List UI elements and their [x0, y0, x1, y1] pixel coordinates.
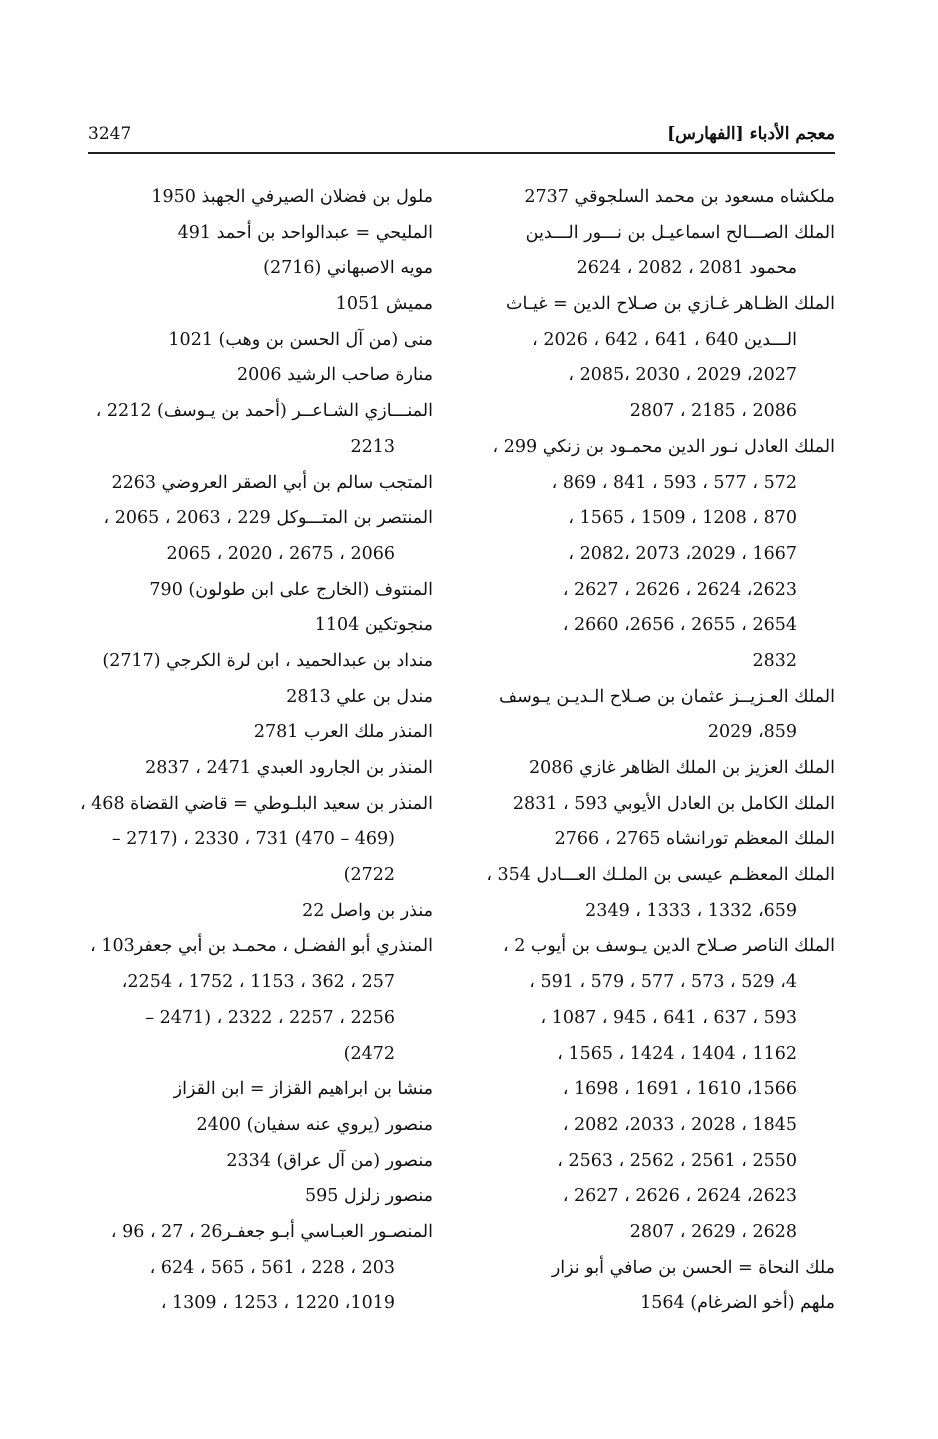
- index-entry-line: 572 ، 577 ، 593 ، 841 ، 869 ،: [551, 472, 797, 493]
- index-entry-line: 659، 1332 ، 1333 ، 2349: [585, 900, 797, 921]
- index-entry-line: مميش 1051: [335, 294, 433, 315]
- index-entry-line: الملك الناصر صـلاح الدين يـوسف بن أيوب 2 ،: [502, 936, 835, 957]
- index-entry-line: الملك المعظـم عيسى بن الملـك العـــادل 354 ،: [486, 865, 835, 886]
- index-entry-line: الملك العـزيــز عثمان بن صـلاح الـديـن يـوسف: [498, 686, 835, 707]
- index-entry-line: المنتصر بن المتـــوكل 229 ، 2063 ، 2065 ،: [103, 508, 433, 529]
- index-entry-line: محمود 2081 ، 2082 ، 2624: [576, 258, 797, 279]
- index-entry-line: 859، 2029: [707, 722, 797, 743]
- index-entry-line: 593 ، 637 ، 641 ، 945 ، 1087 ،: [540, 1007, 797, 1028]
- index-entry-line: 203 ، 228 ، 561 ، 565 ، 624 ،: [149, 1257, 395, 1278]
- index-entry-line: 2550 ، 2561 ، 2562 ، 2563 ،: [557, 1150, 797, 1171]
- index-entry-line: منصور (من آل عراق) 2334: [226, 1150, 433, 1171]
- index-entry-line: 1019، 1220 ، 1253 ، 1309 ،: [160, 1293, 395, 1314]
- index-entry-line: المنذر بن الجارود العبدي 2471 ، 2837: [145, 758, 433, 778]
- index-entry-line: الملك الكامل بن العادل الأيوبي 593 ، 2831: [512, 793, 835, 814]
- index-entry-line: الـــدين 640 ، 641 ، 642 ، 2026 ،: [532, 329, 797, 350]
- index-entry-line: 2256 ، 2257 ، 2322 ، (2471 –: [145, 1007, 395, 1028]
- index-entry-line: منصور زلزل 595: [304, 1186, 433, 1207]
- index-entry-line: 1566، 1610 ، 1691 ، 1698 ،: [562, 1079, 797, 1100]
- index-entry-line: ملك النحاة = الحسن بن صافي أبو نزار: [551, 1257, 835, 1278]
- index-entry-line: المنذر ملك العرب 2781: [253, 722, 433, 743]
- index-entry-line: 1845 ، 2028 ، 2033، 2082 ،: [562, 1114, 797, 1135]
- index-entry-line: منذر بن واصل 22: [302, 900, 433, 921]
- index-entry-line: المنذري أبو الفضـل ، محمـد بن أبي جعفر103 ،: [90, 936, 433, 957]
- index-entry-line: 2472): [343, 1043, 395, 1064]
- running-title: معجم الأدباء [الفهارس]: [667, 124, 835, 144]
- index-entry-line: 2213: [350, 436, 395, 457]
- index-entry-line: 257 ، 362 ، 1153 ، 1752 ، 2254،: [121, 972, 395, 993]
- index-entry-line: 2623، 2624 ، 2626 ، 2627 ،: [562, 1186, 797, 1207]
- index-entry-line: 2722): [343, 865, 395, 886]
- index-column-left: [79, 180, 433, 1322]
- index-entry-line: الملك العزيز بن الملك الظاهر غازي 2086: [528, 758, 835, 778]
- index-entry-line: ملول بن فضلان الصيرفي الجهبذ 1950: [151, 187, 433, 207]
- index-entry-line: 2832: [752, 650, 797, 671]
- index-entry-line: ملهم (أخو الضرغام) 1564: [640, 1293, 835, 1314]
- index-entry-line: منشا بن ابراهيم القزاز = ابن القزاز: [173, 1079, 433, 1100]
- index-entry-line: منارة صاحب الرشيد 2006: [236, 365, 433, 386]
- index-entry-line: 2027، 2029 ، 2030 ،2085 ،: [568, 365, 797, 386]
- index-entry-line: (469 – 470) 731 ، 2330 ، (2717 –: [111, 829, 395, 850]
- index-entry-line: الملك الظـاهر غـازي بن صـلاح الدين = غيـاث: [506, 294, 835, 315]
- index-entry-line: منى (من آل الحسن بن وهب) 1021: [168, 329, 433, 350]
- index-entry-line: المنـــازي الشـاعــر (أحمد بن يـوسف) 2212 ،: [95, 401, 433, 422]
- index-entry-line: المنصـور العبـاسي أبـو جعفـر26 ، 27 ، 96 ،: [110, 1221, 433, 1242]
- index-entry-line: ملكشاه مسعود بن محمد السلجوقي 2737: [524, 187, 835, 207]
- index-entry-line: 4، 529 ، 573 ، 577 ، 579 ، 591 ،: [529, 972, 797, 993]
- index-entry-line: 2623، 2624 ، 2626 ، 2627 ،: [562, 579, 797, 600]
- index-column-right: [486, 180, 835, 1322]
- index-entry-line: 2628 ، 2629 ، 2807: [629, 1221, 797, 1242]
- index-entry-line: 2654 ، 2655 ، 2656، 2660 ،: [562, 615, 797, 636]
- index-entry-line: المليحي = عبدالواحد بن أحمد 491: [177, 222, 433, 243]
- index-entry-line: 2066 ، 2675 ، 2020 ، 2065: [166, 543, 395, 564]
- index-entry-line: الملك المعظم تورانشاه 2765 ، 2766: [554, 829, 835, 850]
- index-entry-line: 870 ، 1208 ، 1509 ، 1565 ،: [568, 508, 797, 529]
- index-entry-line: منصور (يروي عنه سفيان) 2400: [196, 1114, 433, 1135]
- index-entry-line: 2086 ، 2185 ، 2807: [629, 401, 797, 422]
- index-entry-line: منداد بن عبدالحميد ، ابن لرة الكرجي (2717): [102, 650, 433, 671]
- index-entry-line: المتجب سالم بن أبي الصقر العروضي 2263: [111, 472, 433, 493]
- index-entry-line: منجوتكين 1104: [314, 615, 433, 636]
- index-entry-line: مندل بن علي 2813: [286, 686, 433, 707]
- index-entry-line: مويه الاصبهاني (2716): [263, 258, 433, 279]
- index-entry-line: الملك العادل نـور الدين محمـود بن زنكي 299 ،: [492, 436, 835, 457]
- page-number: 3247: [88, 124, 132, 144]
- index-entry-line: المنتوف (الخارج على ابن طولون) 790: [149, 579, 433, 600]
- index-entry-line: 1162 ، 1404 ، 1424 ، 1565 ،: [557, 1043, 797, 1064]
- index-entry-line: 1667 ، 2029، 2073 ،2082 ،: [568, 543, 797, 564]
- index-entry-line: المنذر بن سعيد البلـوطي = قاضي القضاة 468 ،: [79, 793, 433, 814]
- index-entry-line: الملك الصـــالح اسماعيـل بن نـــور الـــدين: [525, 222, 835, 243]
- page-header: [88, 118, 835, 154]
